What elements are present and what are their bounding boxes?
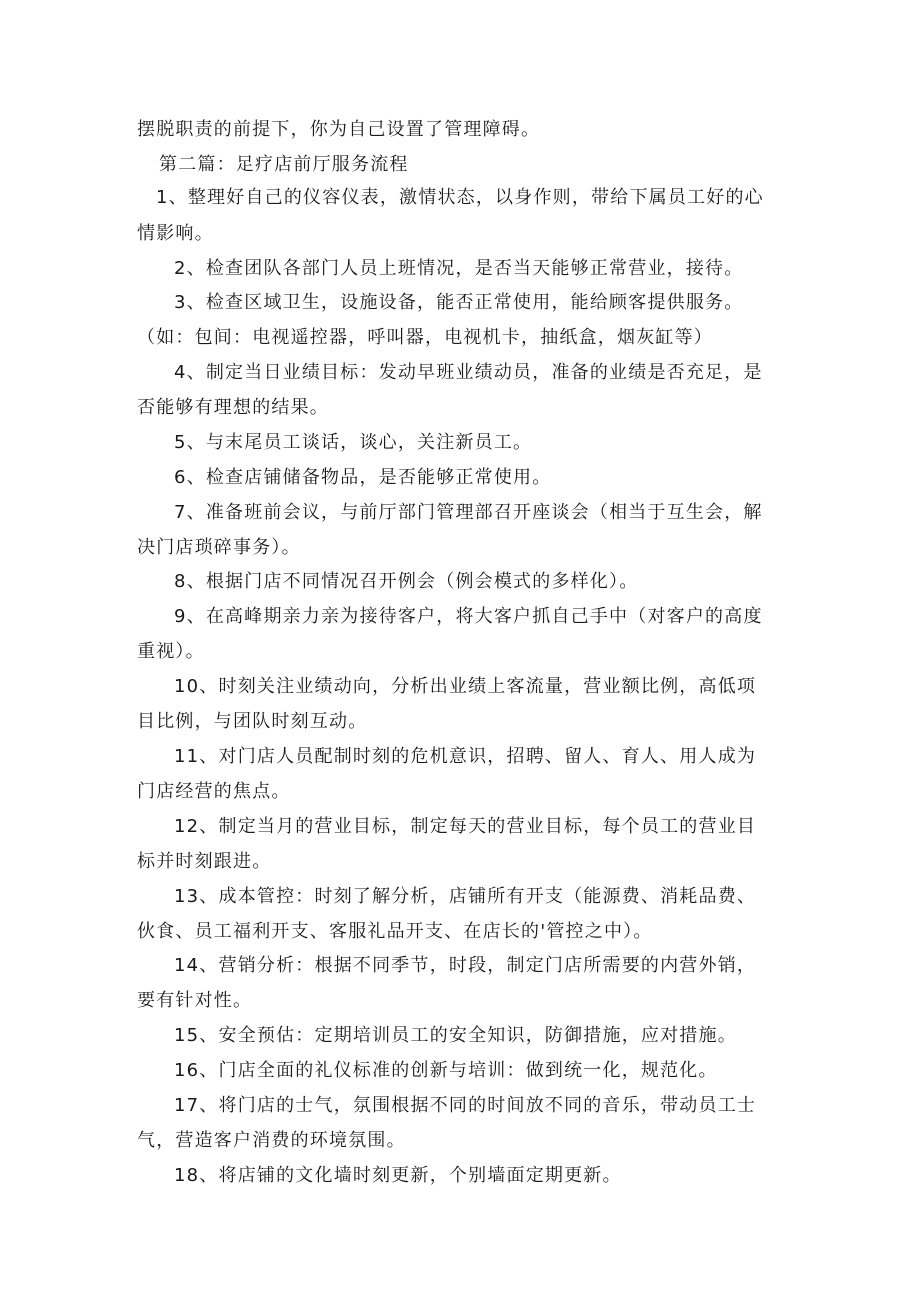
- text-line: 重视）。: [137, 641, 205, 662]
- text-line: 8、根据门店不同情况召开例会（例会模式的多样化）。: [174, 571, 639, 592]
- text-line: 1、整理好自己的仪容仪表，激情状态，以身作则，带给下属员工好的心: [156, 187, 764, 208]
- text-line: 2、检查团队各部门人员上班情况，是否当天能够正常营业，接待。: [174, 258, 744, 279]
- text-line: 目比例，与团队时刻互动。: [137, 711, 368, 732]
- text-line: 5、与末尾员工谈话，谈心，关注新员工。: [174, 432, 533, 453]
- text-line: 4、制定当日业绩目标：发动早班业绩动员，准备的业绩是否充足，是: [174, 362, 763, 383]
- text-line: 7、准备班前会议，与前厅部门管理部召开座谈会（相当于互生会，解: [174, 502, 763, 523]
- text-line: 门店经营的焦点。: [137, 781, 291, 802]
- text-line: 13、成本管控：时刻了解分析，店铺所有开支（能源费、消耗品费、: [174, 886, 757, 907]
- text-line: 气，营造客户消费的环境氛围。: [137, 1130, 406, 1151]
- text-line: 9、在高峰期亲力亲为接待客户，将大客户抓自己手中（对客户的高度: [174, 606, 763, 627]
- text-line: 6、检查店铺储备物品，是否能够正常使用。: [174, 467, 552, 488]
- text-line: （如：包间：电视遥控器，呼叫器，电视机卡，抽纸盒，烟灰缸等）: [137, 327, 713, 348]
- text-line: 伙食、员工福利开支、客服礼品开支、在店长的'管控之中）。: [137, 921, 653, 942]
- text-line: 14、营销分析：根据不同季节，时段，制定门店所需要的内营外销，: [174, 955, 757, 976]
- text-line: 决门店琐碎事务）。: [137, 537, 301, 558]
- text-line: 18、将店铺的文化墙时刻更新，个别墙面定期更新。: [174, 1165, 622, 1186]
- text-line: 11、对门店人员配制时刻的危机意识，招聘、留人、育人、用人成为: [174, 746, 757, 767]
- text-line: 情影响。: [137, 223, 214, 244]
- text-line: 要有针对性。: [137, 990, 253, 1011]
- text-line: 15、安全预估：定期培训员工的安全知识，防御措施，应对措施。: [174, 1025, 737, 1046]
- section-heading: 第二篇：足疗店前厅服务流程: [159, 154, 409, 175]
- text-line: 标并时刻跟进。: [137, 851, 272, 872]
- text-line: 16、门店全面的礼仪标准的创新与培训：做到统一化，规范化。: [174, 1060, 718, 1081]
- text-line: 否能够有理想的结果。: [137, 397, 329, 418]
- text-line: 摆脱职责的前提下，你为自己设置了管理障碍。: [137, 119, 541, 140]
- text-line: 3、检查区域卫生，设施设备，能否正常使用，能给顾客提供服务。: [174, 292, 744, 313]
- text-line: 12、制定当月的营业目标，制定每天的营业目标，每个员工的营业目: [174, 816, 757, 837]
- text-line: 17、将门店的士气，氛围根据不同的时间放不同的音乐，带动员工士: [174, 1095, 757, 1116]
- text-line: 10、时刻关注业绩动向，分析出业绩上客流量，营业额比例，高低项: [174, 676, 757, 697]
